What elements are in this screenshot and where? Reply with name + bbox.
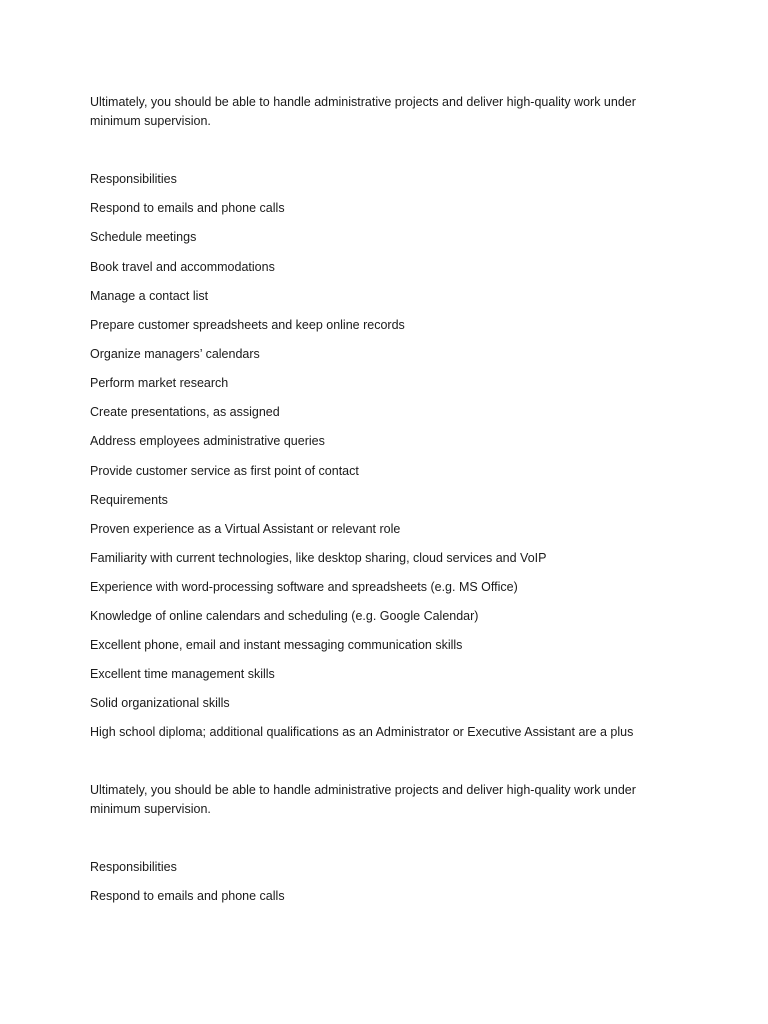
responsibility-item: Perform market research: [90, 376, 229, 390]
requirement-item: Knowledge of online calendars and scheduling (e.g. Google Calendar): [90, 609, 479, 623]
responsibility-item: Manage a contact list: [90, 289, 209, 303]
requirement-item: Excellent phone, email and instant messaging communication skills: [90, 638, 463, 652]
requirement-item: Solid organizational skills: [90, 696, 230, 710]
responsibilities-heading: Responsibilities: [90, 172, 177, 186]
requirement-item: Excellent time management skills: [90, 667, 275, 681]
intro-paragraph: Ultimately, you should be able to handle administrative projects and deliver high-quality work under minimum supervision.: [90, 783, 636, 816]
responsibilities-heading: Responsibilities: [90, 860, 177, 874]
responsibility-item: Create presentations, as assigned: [90, 405, 280, 419]
requirement-item: Experience with word-processing software and spreadsheets (e.g. MS Office): [90, 580, 518, 594]
responsibility-item: Provide customer service as first point of contact: [90, 464, 359, 478]
intro-paragraph: Ultimately, you should be able to handle administrative projects and deliver high-quality work under minimum supervision.: [90, 95, 636, 128]
responsibility-item: Respond to emails and phone calls: [90, 201, 285, 215]
responsibility-item: Organize managers’ calendars: [90, 347, 260, 361]
requirement-item: Proven experience as a Virtual Assistant or relevant role: [90, 522, 401, 536]
responsibility-item: Prepare customer spreadsheets and keep online records: [90, 318, 405, 332]
responsibility-item: Book travel and accommodations: [90, 260, 275, 274]
requirement-item: High school diploma; additional qualifications as an Administrator or Executive Assistant are a plus: [90, 725, 634, 739]
responsibility-item: Respond to emails and phone calls: [90, 889, 285, 903]
requirement-item: Familiarity with current technologies, like desktop sharing, cloud services and VoIP: [90, 551, 547, 565]
responsibility-item: Schedule meetings: [90, 230, 197, 244]
requirements-heading: Requirements: [90, 493, 168, 507]
responsibility-item: Address employees administrative queries: [90, 434, 325, 448]
